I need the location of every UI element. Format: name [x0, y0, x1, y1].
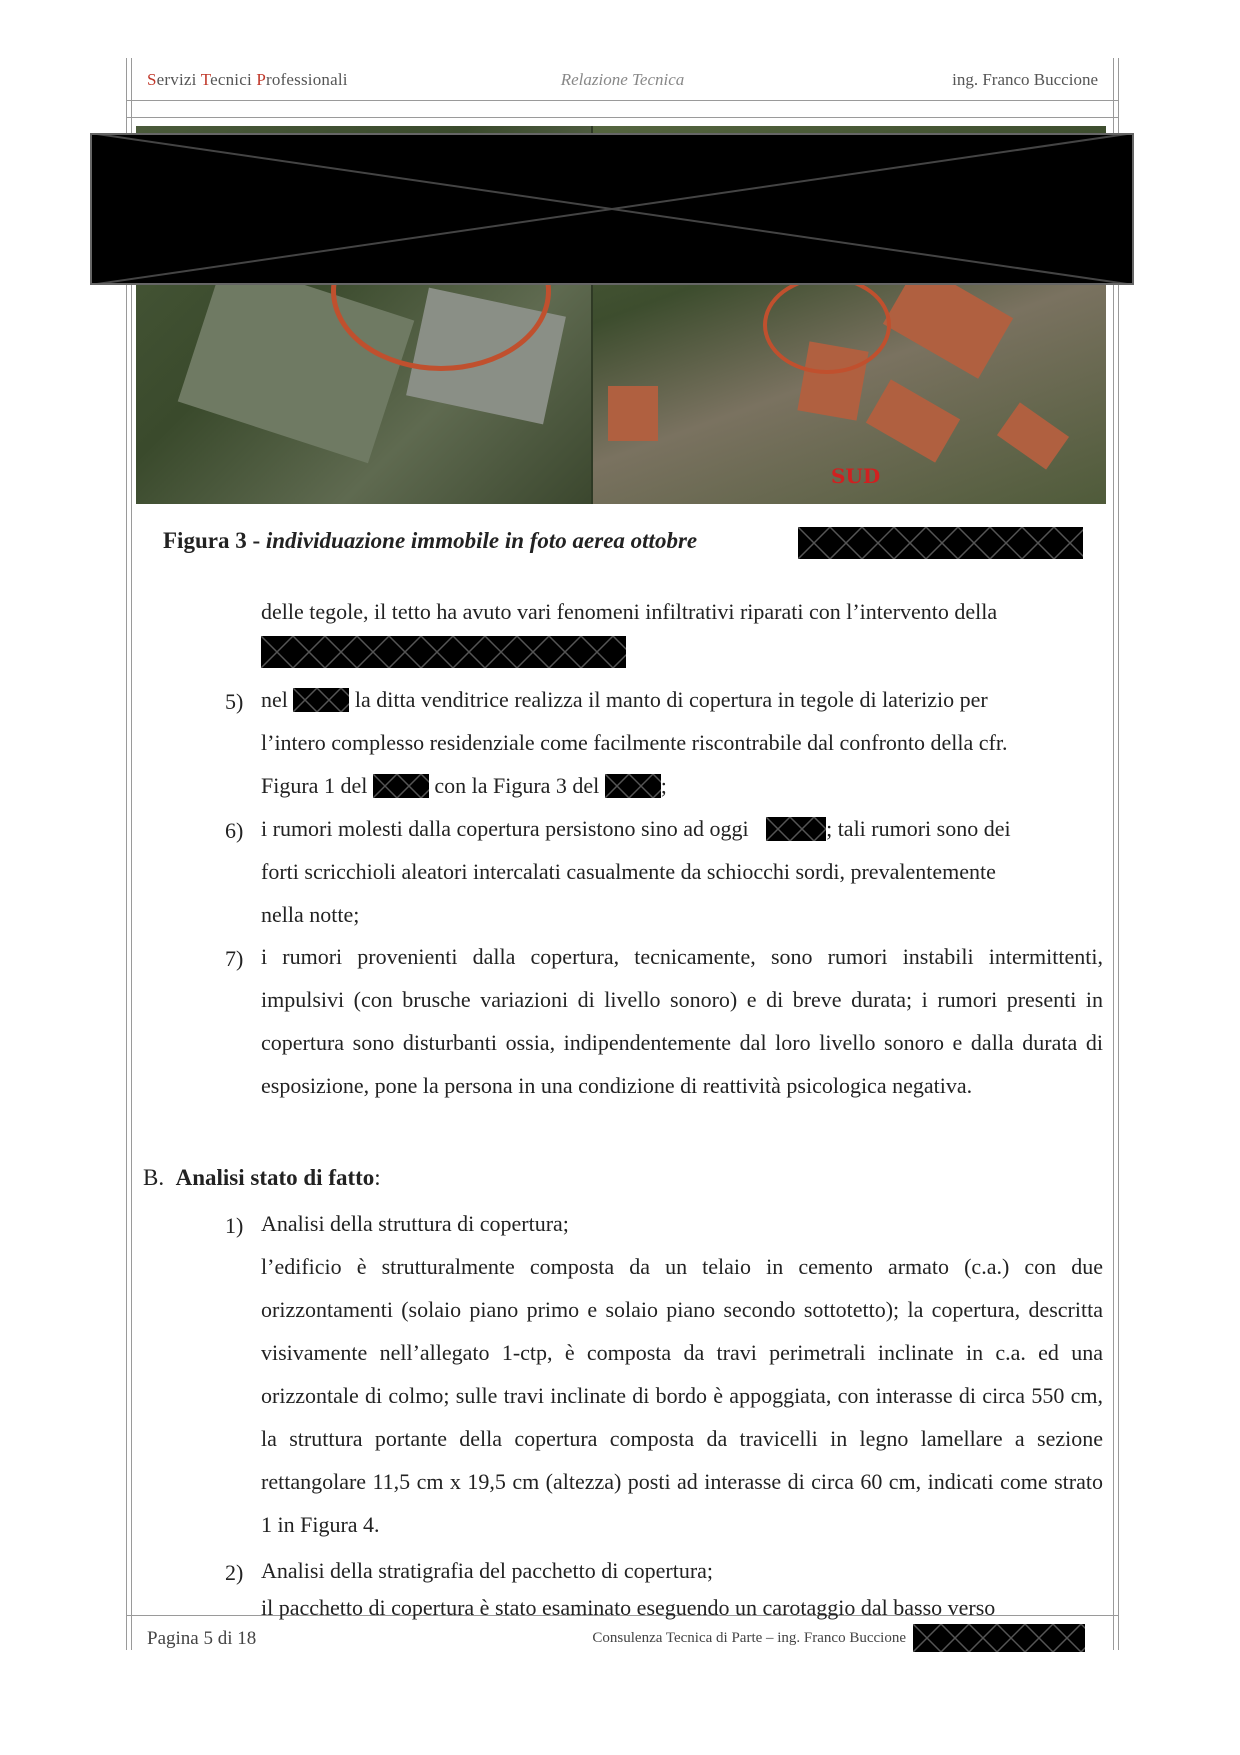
- frame-right-line: [1113, 58, 1114, 1650]
- section-heading: [143, 1165, 381, 1191]
- redaction-mark: [798, 527, 1083, 559]
- figure-caption: [163, 528, 697, 554]
- redaction-mark: [261, 636, 626, 668]
- b1-title: Analisi della struttura di copertura;: [261, 1211, 569, 1236]
- building-shape: [866, 379, 960, 462]
- list-number: 7): [225, 946, 244, 971]
- redaction-mark: [605, 774, 661, 798]
- frame-left-line-inner: [131, 58, 132, 1650]
- header-rule: [126, 100, 1119, 101]
- paragraph-continuation: delle tegole, il tetto ha avuto vari fenomeni infiltrativi riparati con l’intervento della: [261, 599, 998, 624]
- redaction-mark: [913, 1624, 1085, 1652]
- item-6-text: ; tali rumori sono dei: [826, 816, 1011, 841]
- section-colon: :: [374, 1165, 381, 1190]
- b2-title: Analisi della stratigrafia del pacchetto di copertura;: [261, 1558, 714, 1583]
- redaction-mark: [766, 817, 826, 841]
- list-number: 1): [225, 1213, 244, 1238]
- section-letter: B.: [143, 1165, 165, 1190]
- item-5-text: la ditta venditrice realizza il manto di copertura in tegole di laterizio per: [354, 687, 988, 712]
- caption-prefix: Figura 3 -: [163, 528, 266, 553]
- building-shape: [608, 386, 658, 441]
- redaction-block: [90, 133, 1134, 285]
- building-shape: [997, 402, 1069, 469]
- item-7-text: i rumori provenienti dalla copertura, tecnicamente, sono rumori instabili intermittenti, impulsivi (con brusche variazioni di livello sonoro) e di breve durata; i rumori presenti in copertura sono disturbanti ossia, indipendentemente dal loro livello sonoro e dalla durata di esposizione, pone la persona in una condizione di reattività psicologica negativa.: [261, 944, 1103, 1098]
- list-number: 5): [225, 689, 244, 714]
- highlight-circle: [763, 276, 891, 374]
- item-5-line-3: [261, 764, 1103, 807]
- caption-text: individuazione immobile in foto aerea ottobre: [265, 528, 698, 553]
- compass-label-sud: SUD: [831, 464, 881, 488]
- header-author: ing. Franco Buccione: [952, 70, 1098, 89]
- item-5-line-1: [261, 678, 1103, 721]
- header-rule-2: [126, 117, 1119, 118]
- item-6-text: i rumori molesti dalla copertura persistono sino ad oggi: [261, 816, 749, 841]
- redaction-mark: [293, 688, 349, 712]
- frame-right-line-inner: [1118, 58, 1119, 1650]
- item-6-line-2: forti scricchioli aleatori intercalati casualmente da schiocchi sordi, prevalentemente: [261, 859, 996, 884]
- redaction-cross: [90, 133, 1134, 285]
- header-company: Servizi Tecnici Professionali: [147, 70, 348, 89]
- list-number: 6): [225, 818, 244, 843]
- page-number: Pagina 5 di 18: [147, 1628, 257, 1649]
- redaction-mark: [373, 774, 429, 798]
- item-5-text: ;: [660, 773, 667, 798]
- item-5-line-2: l’intero complesso residenziale come facilmente riscontrabile dal confronto della cfr.: [261, 730, 1008, 755]
- item-6-line-1: [261, 807, 1103, 850]
- b2-text: il pacchetto di copertura è stato esaminato eseguendo un carotaggio dal basso verso: [261, 1595, 996, 1620]
- b1-text: l’edificio è strutturalmente composta da un telaio in cemento armato (c.a.) con due orizzontamenti (solaio piano primo e solaio piano secondo sottotetto); la copertura, descritta visivamente nell’allegato 1-ctp, è composta da travi perimetrali inclinate in c.a. ed una orizzontale di colmo; sulle travi inclinate di bordo è appoggiata, con interasse di circa 550 cm, la struttura portante della copertura composta da travicelli in legno lamellare a sezione rettangolare 11,5 cm x 19,5 cm (altezza) posti ad interasse di circa 60 cm, indicati come strato 1 in Figura 4.: [261, 1254, 1103, 1537]
- item-5-text: nel: [261, 687, 288, 712]
- list-number: 2): [225, 1560, 244, 1585]
- item-5-text: Figura 1 del: [261, 773, 368, 798]
- item-6-line-3: nella notte;: [261, 902, 360, 927]
- header-doc-type: Relazione Tecnica: [560, 70, 685, 89]
- item-5-text: con la Figura 3 del: [434, 773, 600, 798]
- footer-author: Consulenza Tecnica di Parte – ing. Franco Buccione: [592, 1630, 906, 1646]
- page-header: [147, 70, 1098, 96]
- frame-left-line: [126, 58, 127, 1650]
- section-title: Analisi stato di fatto: [175, 1165, 375, 1190]
